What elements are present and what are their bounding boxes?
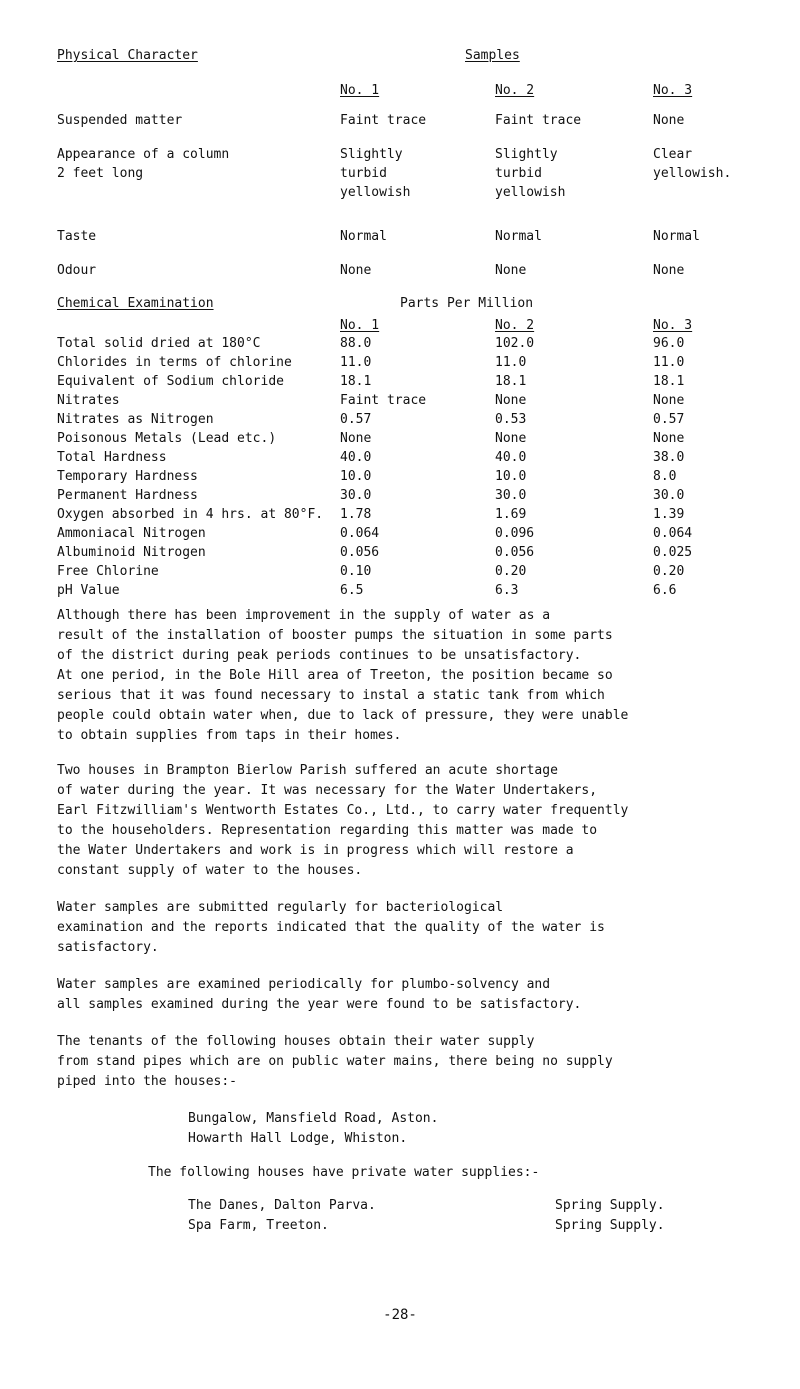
physical-row-label: Suspended matter xyxy=(57,113,183,128)
list-item: Bungalow, Mansfield Road, Aston. xyxy=(188,1111,439,1126)
cell-sample-2: 1.69 xyxy=(495,507,527,522)
cell-sample-2: 18.1 xyxy=(495,374,527,389)
cell-sample-2: 10.0 xyxy=(495,469,527,484)
physical-row-label: Appearance of a column 2 feet long xyxy=(57,147,230,181)
private-house: The Danes, Dalton Parva. xyxy=(188,1198,376,1213)
page-number: -28- xyxy=(383,1307,417,1323)
physical-heading: Physical Character xyxy=(57,48,198,63)
physical-cell: Clear yellowish. xyxy=(653,147,732,181)
cell-sample-1: 0.57 xyxy=(340,412,372,427)
chemical-heading: Chemical Examination xyxy=(57,296,214,311)
units-heading: Parts Per Million xyxy=(400,296,534,311)
cell-sample-3: 38.0 xyxy=(653,450,685,465)
row-label: Oxygen absorbed in 4 hrs. at 80°F. xyxy=(57,507,324,522)
table-row xyxy=(0,564,800,582)
paragraph-plumbo-solvency: Water samples are examined periodically for plumbo-solvency and all samples examined during the year were found to be satisfactory. xyxy=(57,977,582,1012)
physical-cell: None xyxy=(653,113,685,128)
row-label: pH Value xyxy=(57,583,120,598)
physical-cell: Normal xyxy=(653,229,700,244)
physical-cell: None xyxy=(340,263,372,278)
cell-sample-3: 6.6 xyxy=(653,583,677,598)
private-supply-type: Spring Supply. xyxy=(555,1218,665,1233)
private-house: Spa Farm, Treeton. xyxy=(188,1218,329,1233)
paragraph-supply-improvement: Although there has been improvement in the supply of water as a result of the installation of booster pumps the situation in some parts of the district during peak periods continues to be unsatisfactory. At one period, in the Bole Hill area of Treeton, the position became so serious that it was found necessary to instal a static tank from which people could obtain water when, due to lack of pressure, they were unable to obtain supplies from taps in their homes. xyxy=(57,608,629,743)
row-label: Total solid dried at 180°C xyxy=(57,336,261,351)
cell-sample-1: 30.0 xyxy=(340,488,372,503)
cell-sample-2: 30.0 xyxy=(495,488,527,503)
cell-sample-2: 11.0 xyxy=(495,355,527,370)
cell-sample-3: 1.39 xyxy=(653,507,685,522)
cell-sample-3: None xyxy=(653,431,685,446)
row-label: Chlorides in terms of chlorine xyxy=(57,355,292,370)
row-label: Total Hardness xyxy=(57,450,167,465)
table-row xyxy=(0,374,800,392)
cell-sample-2: 0.20 xyxy=(495,564,527,579)
cell-sample-2: None xyxy=(495,431,527,446)
cell-sample-3: 0.064 xyxy=(653,526,693,541)
physical-cell: Normal xyxy=(495,229,542,244)
cell-sample-3: 8.0 xyxy=(653,469,677,484)
physical-cell: None xyxy=(653,263,685,278)
row-label: Nitrates as Nitrogen xyxy=(57,412,214,427)
cell-sample-2: None xyxy=(495,393,527,408)
chemical-col-3: No. 3 xyxy=(653,318,693,333)
physical-cell: Slightly turbid yellowish xyxy=(495,147,566,200)
cell-sample-2: 40.0 xyxy=(495,450,527,465)
cell-sample-1: 6.5 xyxy=(340,583,364,598)
row-label: Poisonous Metals (Lead etc.) xyxy=(57,431,277,446)
table-row xyxy=(0,431,800,449)
cell-sample-3: 96.0 xyxy=(653,336,685,351)
chemical-col-1: No. 1 xyxy=(340,318,380,333)
chemical-col-2: No. 2 xyxy=(495,318,535,333)
physical-cell: Normal xyxy=(340,229,387,244)
row-label: Nitrates xyxy=(57,393,120,408)
table-row xyxy=(0,412,800,430)
table-row xyxy=(0,393,800,411)
cell-sample-1: 18.1 xyxy=(340,374,372,389)
row-label: Ammoniacal Nitrogen xyxy=(57,526,206,541)
paragraph-bacteriological: Water samples are submitted regularly for bacteriological examination and the reports indicated that the quality of the water is satisfactory. xyxy=(57,900,605,955)
physical-col-2: No. 2 xyxy=(495,83,535,98)
cell-sample-1: 40.0 xyxy=(340,450,372,465)
cell-sample-2: 0.056 xyxy=(495,545,535,560)
row-label: Free Chlorine xyxy=(57,564,159,579)
cell-sample-2: 0.53 xyxy=(495,412,527,427)
table-row xyxy=(0,488,800,506)
physical-col-1: No. 1 xyxy=(340,83,380,98)
table-row xyxy=(0,469,800,487)
physical-row-label: Odour xyxy=(57,263,97,278)
paragraph-brampton-shortage: Two houses in Brampton Bierlow Parish suffered an acute shortage of water during the year. It was necessary for the Water Undertakers, Earl Fitzwilliam's Wentworth Estates Co., Ltd., to carry water frequently to the householders. Representation regarding this matter was made to the Water Undertakers and work is in progress which will restore a constant supply of water to the houses. xyxy=(57,763,629,878)
physical-cell: Faint trace xyxy=(340,113,427,128)
cell-sample-3: 0.025 xyxy=(653,545,693,560)
cell-sample-1: 0.064 xyxy=(340,526,380,541)
table-row xyxy=(0,450,800,468)
physical-cell: Faint trace xyxy=(495,113,582,128)
physical-row-label: Taste xyxy=(57,229,97,244)
paragraph-stand-pipes: The tenants of the following houses obtain their water supply from stand pipes which are on public water mains, there being no supply piped into the houses:- xyxy=(57,1034,613,1089)
physical-cell: Slightly turbid yellowish xyxy=(340,147,411,200)
list-item: Howarth Hall Lodge, Whiston. xyxy=(188,1131,408,1146)
cell-sample-2: 102.0 xyxy=(495,336,535,351)
table-row xyxy=(0,545,800,563)
samples-heading: Samples xyxy=(465,48,520,63)
physical-col-3: No. 3 xyxy=(653,83,693,98)
cell-sample-1: 0.10 xyxy=(340,564,372,579)
cell-sample-1: None xyxy=(340,431,372,446)
table-row xyxy=(0,336,800,354)
row-label: Equivalent of Sodium chloride xyxy=(57,374,284,389)
cell-sample-3: 11.0 xyxy=(653,355,685,370)
cell-sample-3: 0.57 xyxy=(653,412,685,427)
row-label: Temporary Hardness xyxy=(57,469,198,484)
private-supply-type: Spring Supply. xyxy=(555,1198,665,1213)
cell-sample-3: 0.20 xyxy=(653,564,685,579)
cell-sample-3: 30.0 xyxy=(653,488,685,503)
row-label: Albuminoid Nitrogen xyxy=(57,545,206,560)
cell-sample-1: 11.0 xyxy=(340,355,372,370)
cell-sample-1: 0.056 xyxy=(340,545,380,560)
cell-sample-2: 0.096 xyxy=(495,526,535,541)
cell-sample-1: Faint trace xyxy=(340,393,427,408)
table-row xyxy=(0,507,800,525)
table-row xyxy=(0,583,800,601)
physical-cell: None xyxy=(495,263,527,278)
cell-sample-1: 88.0 xyxy=(340,336,372,351)
table-row xyxy=(0,526,800,544)
cell-sample-1: 10.0 xyxy=(340,469,372,484)
table-row xyxy=(0,355,800,373)
cell-sample-2: 6.3 xyxy=(495,583,519,598)
private-supplies-intro: The following houses have private water supplies:- xyxy=(148,1165,540,1180)
cell-sample-3: None xyxy=(653,393,685,408)
cell-sample-3: 18.1 xyxy=(653,374,685,389)
cell-sample-1: 1.78 xyxy=(340,507,372,522)
row-label: Permanent Hardness xyxy=(57,488,198,503)
